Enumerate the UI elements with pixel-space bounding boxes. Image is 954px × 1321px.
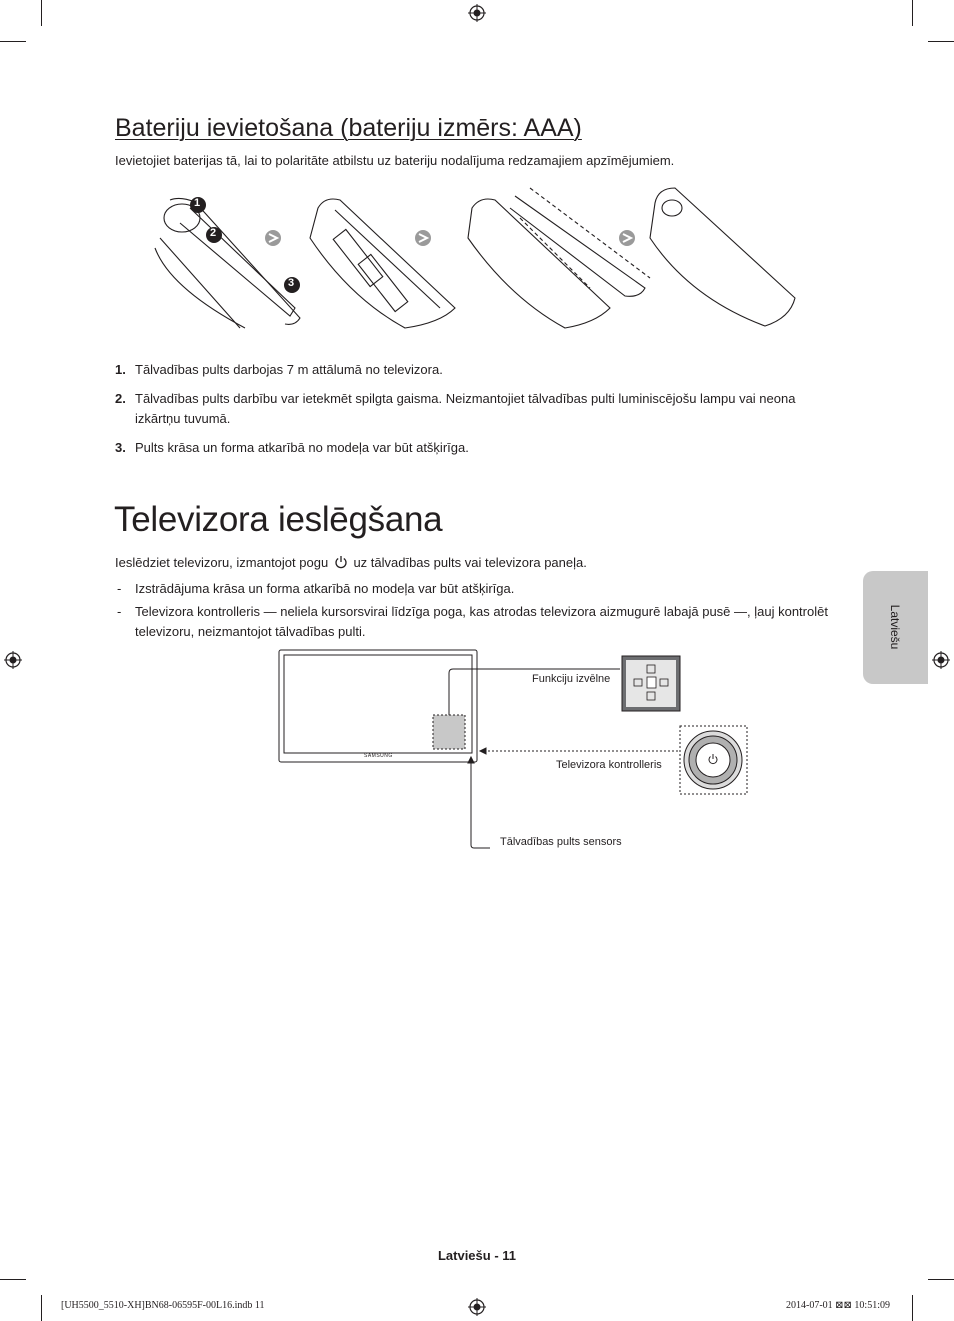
registration-mark-icon — [468, 1298, 486, 1316]
list-item-text: Tālvadības pults darbību var ietekmēt spilgta gaisma. Neizmantojiet tālvadības pulti luminiscējošu lampu vai neona izkārtņu tuvumā. — [135, 391, 796, 426]
list-item — [115, 360, 840, 380]
registration-mark-icon — [468, 4, 486, 22]
section-title-power-on: Televizora ieslēgšana — [114, 500, 443, 539]
tv-controller-diagram — [275, 645, 755, 855]
language-side-tab-label: Latviešu — [888, 604, 902, 650]
power-paragraph-end: uz tālvadības pults vai televizora paneļa. — [353, 555, 587, 570]
list-item-text: Tālvadības pults darbojas 7 m attālumā no televizora. — [135, 362, 443, 377]
remote-cover-closing-illustration — [468, 188, 650, 328]
list-item-text: Pults krāsa un forma atkarībā no modeļa var būt atšķirīga. — [135, 440, 469, 455]
registration-mark-icon — [4, 651, 22, 669]
language-side-tab — [863, 571, 928, 684]
step-marker-1: 1 — [194, 197, 201, 209]
crop-mark — [928, 1279, 954, 1280]
crop-mark — [0, 1279, 26, 1280]
crop-mark — [912, 0, 913, 26]
page-number: Latviešu - 11 — [437, 1248, 517, 1263]
section-title-batteries: Bateriju ievietošana (bateriju izmērs: AAA) — [115, 114, 582, 142]
crop-mark — [41, 1295, 42, 1321]
list-item-number: 3. — [115, 440, 126, 455]
list-item-text: Izstrādājuma krāsa un forma atkarībā no modeļa var būt atšķirīga. — [135, 581, 515, 596]
label-function-menu: Funkciju izvēlne — [532, 673, 611, 685]
power-icon — [334, 555, 348, 569]
controller-area — [433, 715, 465, 749]
remote-battery-compartment-illustration — [310, 199, 455, 328]
remote-back-cover-open-illustration — [155, 198, 300, 328]
battery-notes-list — [115, 360, 840, 467]
list-item-dash: - — [117, 581, 122, 596]
remote-closed-illustration — [650, 188, 795, 326]
crop-mark — [41, 0, 42, 26]
battery-intro-text: Ievietojiet baterijas tā, lai to polaritāte atbilstu uz bateriju nodalījuma redzamajiem apzīmējumiem. — [115, 153, 675, 168]
power-paragraph-start: Ieslēdziet televizoru, izmantojot pogu — [115, 555, 329, 570]
list-item-number: 1. — [115, 362, 126, 377]
crop-mark — [0, 41, 26, 42]
power-notes-list — [115, 579, 840, 645]
label-remote-sensor: Tālvadības pults sensors — [500, 836, 622, 848]
list-item — [115, 438, 840, 458]
tv-brand-logo: SAMSUNG — [364, 753, 393, 759]
list-item-dash: - — [117, 604, 122, 619]
print-slug-date: 2014-07-01 ⊠⊠ 10:51:09 — [786, 1300, 890, 1311]
crop-mark — [912, 1295, 913, 1321]
power-on-paragraph — [115, 555, 587, 570]
step-marker-3: 3 — [288, 277, 295, 289]
list-item — [115, 579, 840, 599]
battery-installation-figure — [150, 178, 800, 338]
step-marker-2: 2 — [210, 227, 217, 239]
list-item — [115, 389, 840, 429]
list-item — [115, 602, 840, 642]
list-item-text: Televizora kontrolleris — neliela kursorsvirai līdzīga poga, kas atrodas televizora aizmugurē labajā pusē —, ļauj kontrolēt televizoru, neizmantojot tālvadības pulti. — [135, 604, 828, 639]
list-item-number: 2. — [115, 391, 126, 406]
crop-mark — [928, 41, 954, 42]
label-tv-controller: Televizora kontrolleris — [556, 759, 662, 771]
registration-mark-icon — [932, 651, 950, 669]
print-slug-file: [UH5500_5510-XH]BN68-06595F-00L16.indb 11 — [61, 1300, 265, 1311]
